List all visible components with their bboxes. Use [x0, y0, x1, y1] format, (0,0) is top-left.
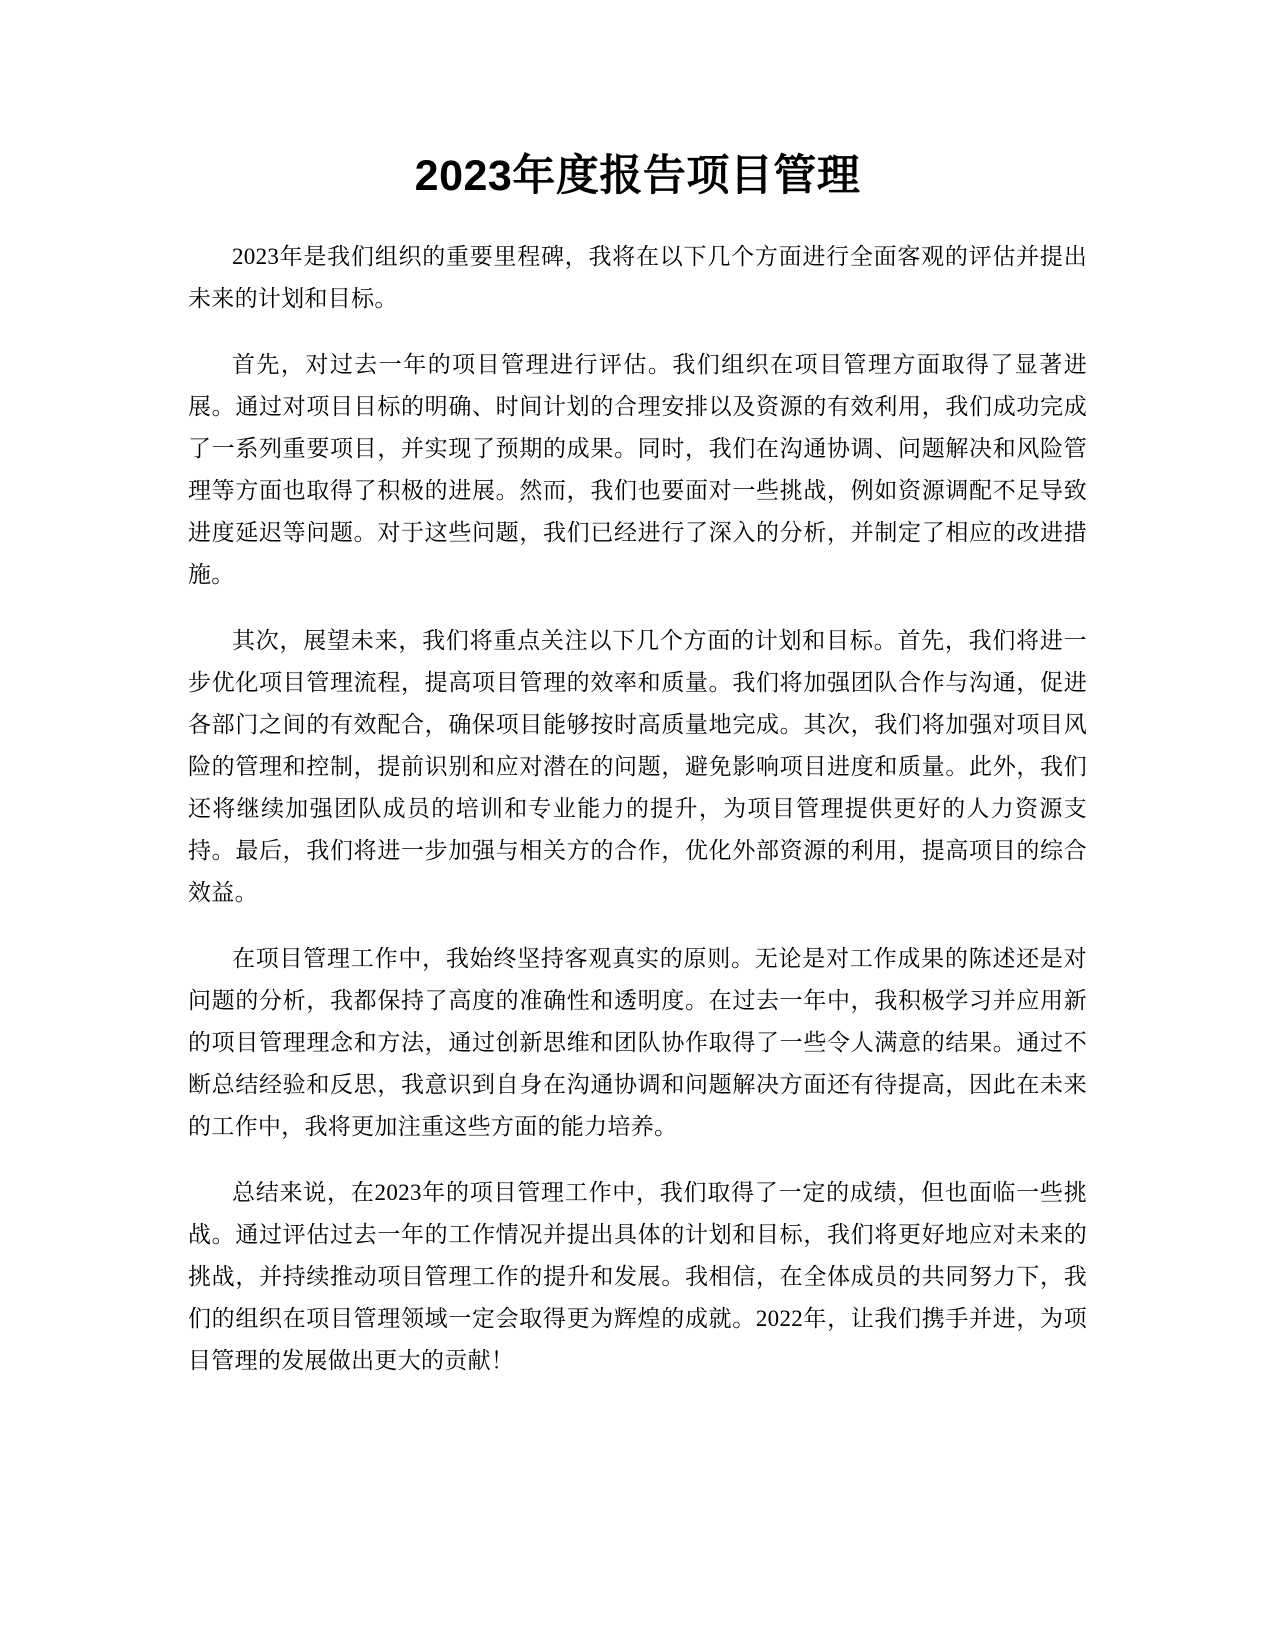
paragraph-future-plans: 其次，展望未来，我们将重点关注以下几个方面的计划和目标。首先，我们将进一步优化项目管理流程，提高项目管理的效率和质量。我们将加强团队合作与沟通，促进各部门之间的有效配合，确保项目能够按时高质量地完成。其次，我们将加强对项目风险的管理和控制，提前识别和应对潜在的问题，避免影响项目进度和质量。此外，我们还将继续加强团队成员的培训和专业能力的提升，为项目管理提供更好的人力资源支持。最后，我们将进一步加强与相关方的合作，优化外部资源的利用，提高项目的综合效益。	[188, 628, 1087, 905]
paragraph-principles: 在项目管理工作中，我始终坚持客观真实的原则。无论是对工作成果的陈述还是对问题的分析，我都保持了高度的准确性和透明度。在过去一年中，我积极学习并应用新的项目管理理念和方法，通过创新思维和团队协作取得了一些令人满意的结果。通过不断总结经验和反思，我意识到自身在沟通协调和问题解决方面还有待提高，因此在未来的工作中，我将更加注重这些方面的能力培养。	[188, 946, 1087, 1139]
paragraph-summary: 总结来说，在2023年的项目管理工作中，我们取得了一定的成绩，但也面临一些挑战。通过评估过去一年的工作情况并提出具体的计划和目标，我们将更好地应对未来的挑战，并持续推动项目管理工作的提升和发展。我相信，在全体成员的共同努力下，我们的组织在项目管理领域一定会取得更为辉煌的成就。2022年，让我们携手并进，为项目管理的发展做出更大的贡献！	[188, 1180, 1087, 1373]
paragraph-evaluation: 首先，对过去一年的项目管理进行评估。我们组织在项目管理方面取得了显著进展。通过对项目目标的明确、时间计划的合理安排以及资源的有效利用，我们成功完成了一系列重要项目，并实现了预期的成果。同时，我们在沟通协调、问题解决和风险管理等方面也取得了积极的进展。然而，我们也要面对一些挑战，例如资源调配不足导致进度延迟等问题。对于这些问题，我们已经进行了深入的分析，并制定了相应的改进措施。	[188, 352, 1087, 587]
paragraph-intro: 2023年是我们组织的重要里程碑，我将在以下几个方面进行全面客观的评估并提出未来的计划和目标。	[188, 244, 1087, 311]
document-body	[188, 236, 1087, 1406]
document-title: 2023年度报告项目管理	[414, 152, 861, 200]
